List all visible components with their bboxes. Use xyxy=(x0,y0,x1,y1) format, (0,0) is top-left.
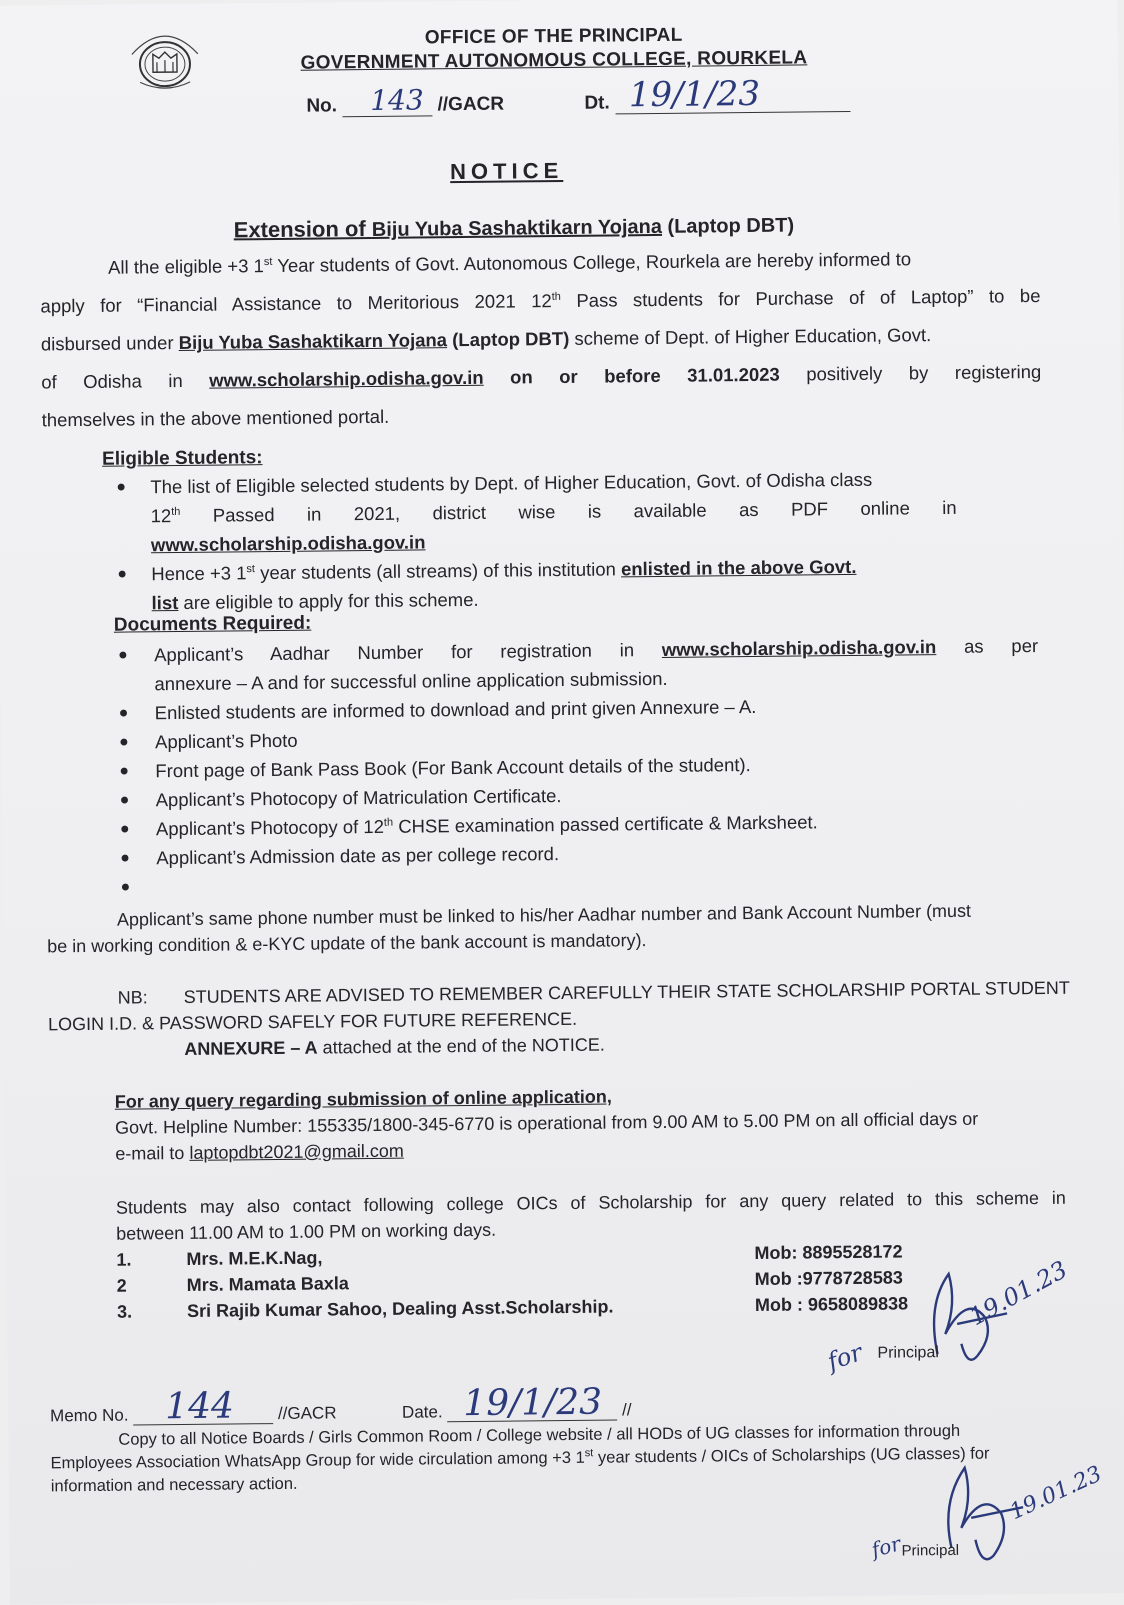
contacts-table xyxy=(116,1238,937,1325)
document-item-matric: ● Applicant’s Photocopy of Matriculation Certificate. xyxy=(120,776,1040,815)
document-item-passbook: ● Front page of Bank Pass Book (For Bank Account details of the student). xyxy=(119,747,1039,786)
signature-date: 19.01.23 xyxy=(964,1255,1072,1332)
eligible-item-2: ● Hence +3 1st year students (all streams) of this institution enlisted in the above Govt. list are eligible to apply for this scheme. xyxy=(117,555,857,614)
bullet-icon: ● xyxy=(119,791,130,809)
date-handwritten-value: 19/1/23 xyxy=(628,73,761,116)
phone-link-paragraph: Applicant’s same phone number must be linked to his/her Aadhar number and Bank Account Number (must be in working condition & e-KYC update of the bank account is mandatory). xyxy=(47,900,972,957)
bullet-icon: ● xyxy=(118,646,128,664)
subject-prefix: Extension of xyxy=(233,215,372,243)
subject-scheme: Biju Yuba Sashaktikarn Yojana xyxy=(371,215,663,241)
memo-date-handwritten-value: 19/1/23 xyxy=(463,1381,603,1425)
memo-date-underline xyxy=(447,1381,617,1425)
date-label: Dt. xyxy=(584,92,610,114)
reference-number xyxy=(306,83,505,118)
scholarship-portal-link[interactable]: www.scholarship.odisha.gov.in xyxy=(150,531,426,556)
documents-list xyxy=(118,631,1041,902)
helpline-email-link[interactable]: laptopdbt2021@gmail.com xyxy=(189,1140,404,1163)
document-item-photo: ● Applicant’s Photo xyxy=(119,718,1039,757)
date-underline xyxy=(615,73,850,116)
nb-label: NB: xyxy=(117,987,148,1008)
documents-heading: Documents Required: xyxy=(113,612,312,636)
document-item-chse: ● Applicant’s Photocopy of 12th CHSE examination passed certificate & Marksheet. xyxy=(120,805,1040,844)
memo-handwritten-value: 144 xyxy=(164,1385,235,1428)
contact-row: 3. Sri Rajib Kumar Sahoo, Dealing Asst.Scholarship. Mob : 9658089838 xyxy=(116,1293,909,1322)
memo-suffix: //GACR xyxy=(277,1403,337,1424)
copy-to-paragraph: Copy to all Notice Boards / Girls Common Room / College website / all HODs of UG classes for information through Employees Association WhatsApp Group for wide circulation among +3 1st year students / OICs of Scholarships (UG classes) for information and necessary action. xyxy=(50,1421,990,1496)
nb-paragraph: NB: STUDENTS ARE ADVISED TO REMEMBER CAREFULLY THEIR STATE SCHOLARSHIP PORTAL STUDENT LOGIN I.D. & PASSWORD SAFELY FOR FUTURE REFERENCE. ANNEXURE – A attached at the end of the NOTICE. xyxy=(47,977,1070,1059)
document-item-annexure: ● Enlisted students are informed to download and print given Annexure – A. xyxy=(119,689,1039,728)
bullet-icon: ● xyxy=(118,704,129,722)
principal-signature-1 xyxy=(823,1255,1108,1395)
no-suffix: //GACR xyxy=(437,93,505,116)
signature-for: for xyxy=(868,1531,904,1562)
signature-date: 19.01.23 xyxy=(1006,1461,1106,1526)
helpline-line: Govt. Helpline Number: 155335/1800-345-6770 is operational from 9.00 AM to 5.00 PM on all official days or xyxy=(114,1108,979,1138)
intro-line-1: All the eligible +3 1st Year students of Govt. Autonomous College, Rourkela are hereby informed to xyxy=(107,248,912,278)
scholarship-portal-link[interactable]: www.scholarship.odisha.gov.in xyxy=(209,366,484,391)
intro-line-5: themselves in the above mentioned portal. xyxy=(41,405,390,431)
eligible-item-1: ● The list of Eligible selected students by Dept. of Higher Education, Govt. of Odisha class 12th Passed in 2021, district wise is available as PDF online in www.scholarship.odisha.gov.in xyxy=(116,468,957,556)
notice-subject xyxy=(234,212,795,244)
query-heading: For any query regarding submission of online application, xyxy=(114,1086,612,1112)
bullet-icon: ● xyxy=(120,878,131,896)
office-title: OFFICE OF THE PRINCIPAL xyxy=(424,24,683,49)
principal-title: Principal xyxy=(901,1541,960,1560)
bullet-icon: ● xyxy=(117,565,128,583)
notice-heading: NOTICE xyxy=(449,157,564,185)
intro-paragraph xyxy=(40,239,1042,439)
memo-date-suffix: // xyxy=(622,1400,632,1420)
memo-label: Memo No. xyxy=(50,1405,129,1426)
college-name: GOVERNMENT AUTONOMOUS COLLEGE, ROURKELA xyxy=(300,47,808,74)
college-emblem xyxy=(126,24,205,93)
intro-line-3: disbursed under Biju Yuba Sashaktikarn Yojana (Laptop DBT) scheme of Dept. of Higher Education, Govt. xyxy=(40,324,932,355)
document-item-aadhar: ● Applicant’s Aadhar Number for registration in www.scholarship.odisha.gov.in as per annexure – A and for successful online application submission. xyxy=(118,635,1039,695)
principal-signature-2 xyxy=(868,1450,1122,1583)
reference-date xyxy=(584,73,850,116)
bullet-icon: ● xyxy=(119,762,130,780)
emblem-icon xyxy=(126,24,205,93)
eligible-list xyxy=(116,464,957,618)
intro-line-4: of Odisha in www.scholarship.odisha.gov.in on or before 31.01.2023 positively by registering xyxy=(41,360,1042,393)
contact-row: 2 Mrs. Mamata Baxla Mob :9778728583 xyxy=(116,1267,903,1296)
subject-suffix: (Laptop DBT) xyxy=(661,214,795,238)
contact-row: 1. Mrs. M.E.K.Nag, Mob: 8895528172 xyxy=(116,1241,903,1270)
principal-title: Principal xyxy=(877,1344,939,1362)
no-label: No. xyxy=(306,95,338,117)
no-underline xyxy=(342,83,432,117)
scholarship-portal-link[interactable]: www.scholarship.odisha.gov.in xyxy=(661,636,937,660)
no-handwritten-value: 143 xyxy=(370,83,424,117)
signature-for: for xyxy=(823,1338,866,1376)
eligible-heading: Eligible Students: xyxy=(101,447,263,470)
bullet-icon: ● xyxy=(118,733,129,751)
intro-line-2: apply for “Financial Assistance to Meritorious 2021 12th Pass students for Purchase of of Laptop” to be xyxy=(40,284,1041,317)
memo-line xyxy=(50,1381,650,1428)
bullet-icon: ● xyxy=(116,478,127,496)
bullet-icon: ● xyxy=(120,849,131,867)
memo-underline xyxy=(133,1385,273,1428)
query-section: For any query regarding submission of online application, Govt. Helpline Number: 155335/1800-345-6770 is operational from 9.00 AM to 5.00 PM on all official days or e-mail to laptopdbt2021@gmail.com xyxy=(115,1079,1066,1167)
contacts-intro: Students may also contact following college OICs of Scholarship for any query related to this scheme in between 11.00 AM to 1.00 PM on working days. xyxy=(115,1187,1066,1244)
memo-date-label: Date. xyxy=(401,1402,443,1422)
bullet-icon: ● xyxy=(119,820,130,838)
document-item-admission: ● Applicant’s Admission date as per college record. xyxy=(120,834,1040,873)
